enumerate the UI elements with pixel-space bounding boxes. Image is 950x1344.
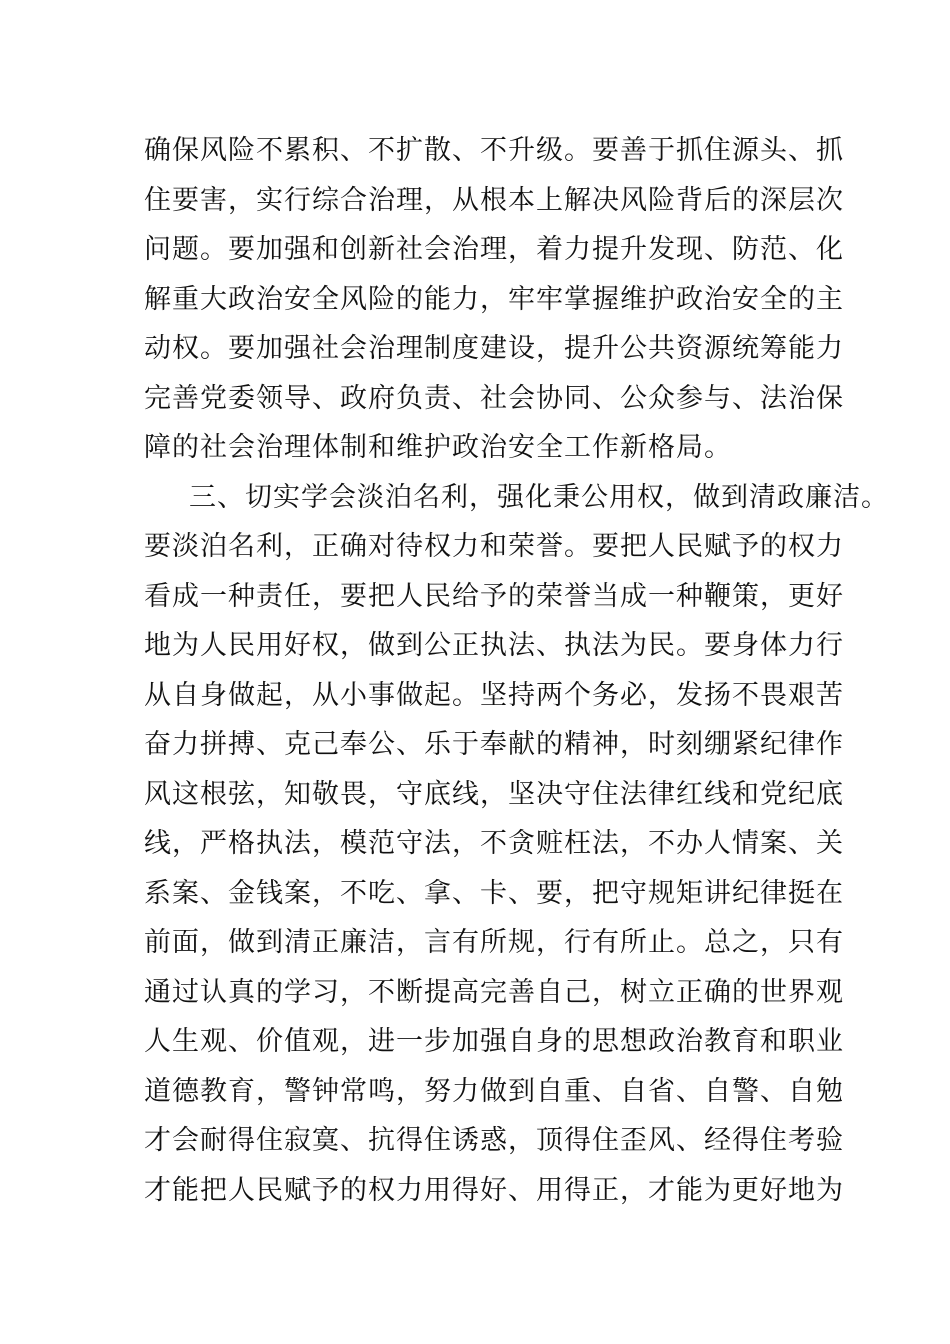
text-line: 要淡泊名利，正确对待权力和荣誉。要把人民赋予的权力 [144, 531, 844, 562]
text-line: 解重大政治安全风险的能力，牢牢掌握维护政治安全的主 [144, 284, 844, 315]
text-line: 住要害，实行综合治理，从根本上解决风险背后的深层次 [144, 185, 844, 216]
text-line: 动权。要加强社会治理制度建设，提升公共资源统筹能力 [144, 333, 844, 364]
section-heading-line: 三、切实学会淡泊名利，强化秉公用权，做到清政廉洁。 [189, 482, 889, 513]
text-line: 完善党委领导、政府负责、社会协同、公众参与、法治保 [144, 383, 844, 414]
text-line: 人生观、价值观，进一步加强自身的思想政治教育和职业 [144, 1026, 844, 1057]
text-line: 从自身做起，从小事做起。坚持两个务必，发扬不畏艰苦 [144, 680, 844, 711]
text-line: 通过认真的学习，不断提高完善自己，树立正确的世界观 [144, 977, 844, 1008]
text-line: 系案、金钱案，不吃、拿、卡、要，把守规矩讲纪律挺在 [144, 878, 844, 909]
text-line: 障的社会治理体制和维护政治安全工作新格局。 [144, 432, 732, 463]
text-line: 奋力拼搏、克己奉公、乐于奉献的精神，时刻绷紧纪律作 [144, 729, 844, 760]
text-line: 道德教育，警钟常鸣，努力做到自重、自省、自警、自勉 [144, 1076, 844, 1107]
text-line: 风这根弦，知敬畏，守底线，坚决守住法律红线和党纪底 [144, 779, 844, 810]
text-line: 确保风险不累积、不扩散、不升级。要善于抓住源头、抓 [144, 135, 844, 166]
text-line: 问题。要加强和创新社会治理，着力提升发现、防范、化 [144, 234, 844, 265]
text-line: 线，严格执法，模范守法，不贪赃枉法，不办人情案、关 [144, 828, 844, 859]
text-line: 地为人民用好权，做到公正执法、执法为民。要身体力行 [144, 630, 844, 661]
text-line: 前面，做到清正廉洁，言有所规，行有所止。总之，只有 [144, 927, 844, 958]
text-line: 看成一种责任，要把人民给予的荣誉当成一种鞭策，更好 [144, 581, 844, 612]
text-line: 才会耐得住寂寞、抗得住诱惑，顶得住歪风、经得住考验 [144, 1125, 844, 1156]
text-line: 才能把人民赋予的权力用得好、用得正，才能为更好地为 [144, 1175, 844, 1206]
